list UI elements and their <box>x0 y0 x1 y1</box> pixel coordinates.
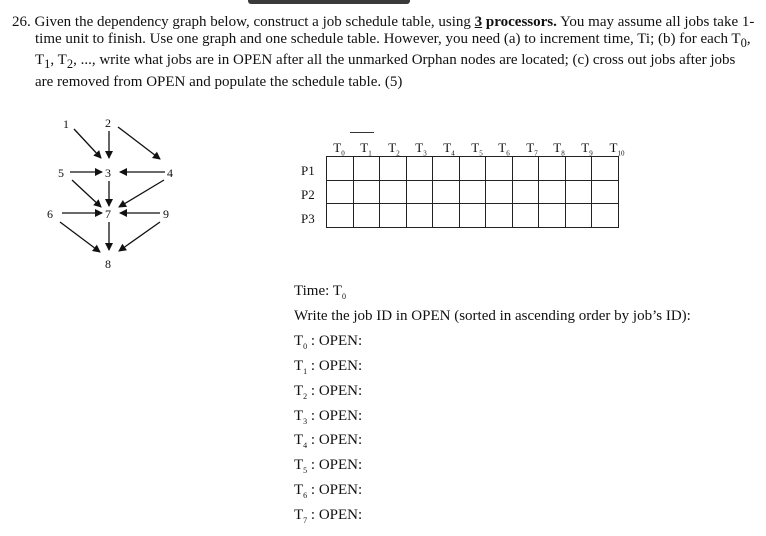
time-header: $T_1$ <box>360 140 372 158</box>
processor-count: 3 <box>474 14 483 30</box>
edge-5-7 <box>72 180 101 207</box>
schedule-cell[interactable] <box>380 180 407 204</box>
schedule-cell[interactable] <box>486 204 513 228</box>
schedule-grid <box>326 156 619 228</box>
schedule-cell[interactable] <box>327 180 354 204</box>
schedule-cell[interactable] <box>565 180 592 204</box>
schedule-cell[interactable] <box>565 157 592 181</box>
schedule-cell[interactable] <box>433 180 460 204</box>
open-line: $T_6$ : OPEN: <box>294 482 363 500</box>
schedule-cell[interactable] <box>459 204 486 228</box>
node-7: 7 <box>105 207 111 221</box>
schedule-cell[interactable] <box>380 204 407 228</box>
schedule-cell[interactable] <box>406 157 433 181</box>
time-header: $T_7$ <box>526 140 538 158</box>
time-header: $T_4$ <box>443 140 455 158</box>
edge-6-8 <box>60 222 100 252</box>
schedule-cell[interactable] <box>512 180 539 204</box>
time-header: $T_0$ <box>333 140 345 158</box>
time-header: $T_6$ <box>498 140 510 158</box>
schedule-cell[interactable] <box>512 157 539 181</box>
top-scrollbar[interactable] <box>248 0 410 4</box>
edge-4-7 <box>119 180 164 207</box>
schedule-row-p2 <box>327 180 619 204</box>
edge-2-4 <box>118 127 160 159</box>
question-number: 26. <box>12 14 31 30</box>
open-line: $T_1$ : OPEN: <box>294 358 363 376</box>
node-6: 6 <box>47 207 53 221</box>
node-3: 3 <box>105 166 111 180</box>
schedule-cell[interactable] <box>433 157 460 181</box>
edge-9-8 <box>119 222 160 251</box>
node-5: 5 <box>58 166 64 180</box>
time-header: $T_5$ <box>471 140 483 158</box>
processor-label-p3: P3 <box>301 211 315 226</box>
schedule-row-p3 <box>327 204 619 228</box>
schedule-cell[interactable] <box>353 204 380 228</box>
schedule-cell[interactable] <box>592 157 619 181</box>
node-8: 8 <box>105 257 111 271</box>
time-header: $T_2$ <box>388 140 400 158</box>
processor-label-p2: P2 <box>301 187 315 202</box>
schedule-cell[interactable] <box>380 157 407 181</box>
time-header: $T_9$ <box>581 140 593 158</box>
schedule-cell[interactable] <box>406 180 433 204</box>
schedule-cell[interactable] <box>459 180 486 204</box>
schedule-cell[interactable] <box>592 180 619 204</box>
time-header: $T_8$ <box>553 140 565 158</box>
schedule-cell[interactable] <box>565 204 592 228</box>
time-header: $T_3$ <box>415 140 427 158</box>
header-overline <box>350 132 374 133</box>
schedule-cell[interactable] <box>592 204 619 228</box>
schedule-cell[interactable] <box>353 180 380 204</box>
schedule-cell[interactable] <box>486 180 513 204</box>
open-line: $T_2$ : OPEN: <box>294 383 363 401</box>
schedule-row-p1 <box>327 157 619 181</box>
schedule-cell[interactable] <box>353 157 380 181</box>
schedule-cell[interactable] <box>539 157 566 181</box>
open-line: $T_3$ : OPEN: <box>294 408 363 426</box>
open-line: $T_7$ : OPEN: <box>294 507 363 525</box>
schedule-cell[interactable] <box>459 157 486 181</box>
open-line: $T_4$ : OPEN: <box>294 432 363 450</box>
node-9: 9 <box>163 207 169 221</box>
schedule-cell[interactable] <box>327 204 354 228</box>
schedule-cell[interactable] <box>539 180 566 204</box>
processor-label-p1: P1 <box>301 163 315 178</box>
node-2: 2 <box>105 116 111 130</box>
open-instruction: Write the job ID in OPEN (sorted in ascending order by job’s ID): <box>294 308 691 324</box>
time-header: $T_{10}$ <box>609 140 625 158</box>
node-1: 1 <box>63 117 69 131</box>
question-text <box>12 14 757 91</box>
dependency-graph <box>30 110 230 280</box>
node-4: 4 <box>167 166 173 180</box>
schedule-cell[interactable] <box>539 204 566 228</box>
schedule-table <box>295 130 645 240</box>
edge-1-3 <box>74 129 101 158</box>
schedule-cell[interactable] <box>433 204 460 228</box>
question-body: 26. Given the dependency graph below, construct a job schedule table, using 3 processors. You may assume all jobs take 1-time unit to finish. Use one graph and one schedule table. However, you need (a) to increment time, Ti; (b) for each $T_0$, $T_1$, $T_2$, ..., write what jobs are in OPEN after all the unmarked Orphan nodes are located; (c) cross out jobs after jobs are removed from OPEN and populate the schedule table. (5) <box>12 14 755 90</box>
open-line: $T_5$ : OPEN: <box>294 457 363 475</box>
schedule-cell[interactable] <box>486 157 513 181</box>
schedule-cell[interactable] <box>327 157 354 181</box>
schedule-cell[interactable] <box>406 204 433 228</box>
open-line: $T_0$ : OPEN: <box>294 333 363 351</box>
schedule-cell[interactable] <box>512 204 539 228</box>
current-time: Time: $T_0$ <box>294 283 346 301</box>
